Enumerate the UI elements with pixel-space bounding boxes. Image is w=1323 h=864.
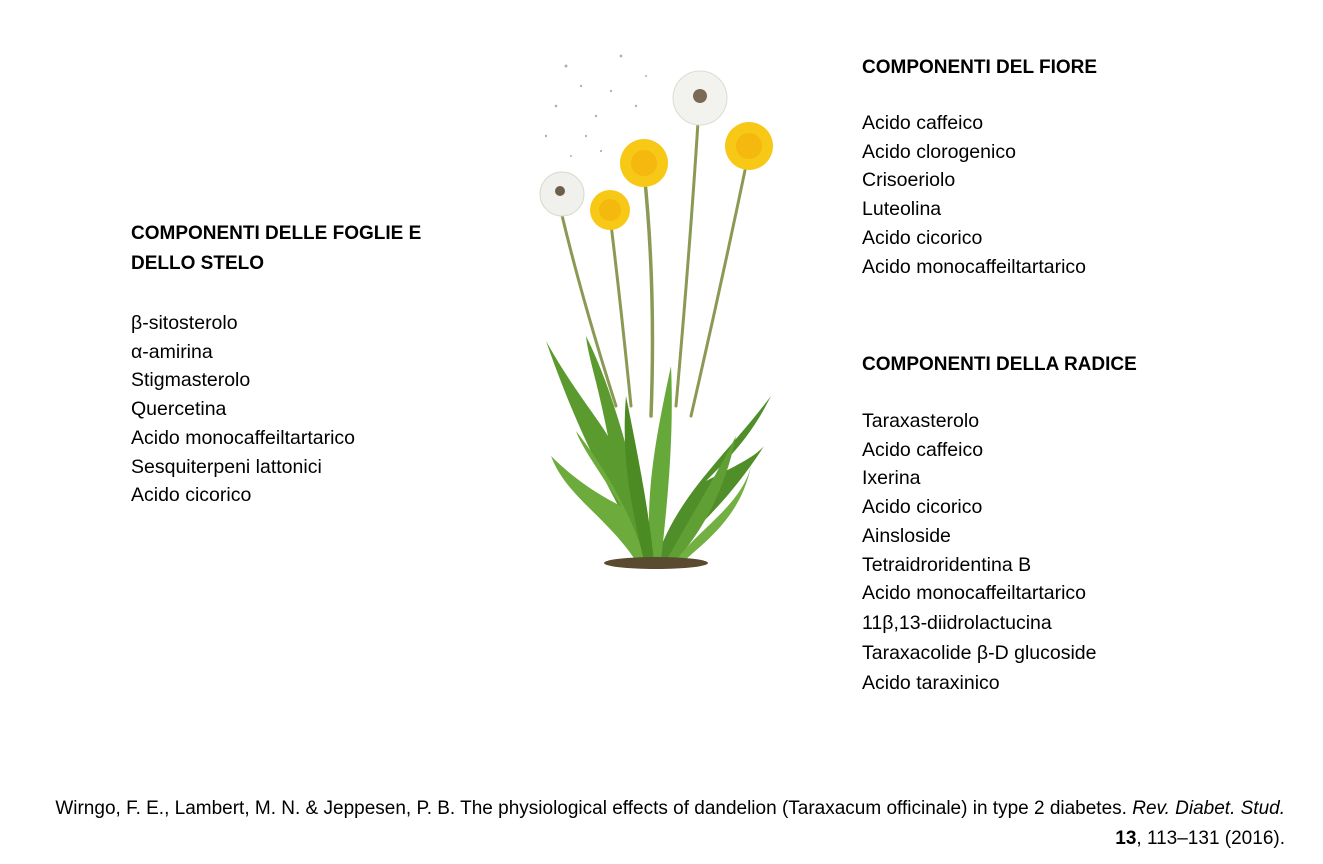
leaves-stem-section: [131, 219, 451, 510]
list-item: Taraxasterolo: [862, 410, 980, 432]
list-item: Acido caffeico: [862, 112, 984, 134]
citation-pages-year: , 113–131 (2016).: [1136, 828, 1285, 849]
list-item: Sesquiterpeni lattonici: [131, 455, 322, 478]
list-item: Tetraidroridentina B: [862, 553, 1032, 576]
list-item: Crisoeriolo: [862, 169, 956, 192]
flower-heading: COMPONENTI DEL FIORE: [862, 57, 1098, 78]
list-item: Quercetina: [131, 398, 227, 421]
citation: [25, 794, 1285, 854]
list-item: Stigmasterolo: [131, 369, 251, 392]
list-item: α-amirina: [131, 340, 213, 363]
flower-icon: [590, 122, 773, 230]
flower-section: [862, 53, 1097, 281]
list-item: Acido monocaffeiltartarico: [131, 426, 356, 449]
list-item: Acido monocaffeiltartarico: [862, 255, 1087, 278]
list-item: Acido caffeico: [862, 438, 984, 461]
list-item: Acido cicorico: [131, 484, 252, 507]
list-item: Acido monocaffeiltartarico: [862, 582, 1087, 605]
leaves-icon: [546, 336, 771, 561]
citation-volume: 13: [1115, 828, 1137, 849]
list-item: β-sitosterolo: [131, 312, 238, 334]
list-item: 11β,13-diidrolactucina: [862, 611, 1052, 634]
soil-icon: [604, 557, 708, 569]
list-item: Ixerina: [862, 467, 921, 490]
dandelion-plant-image: [526, 36, 786, 571]
list-item: Acido taraxinico: [862, 671, 1000, 694]
citation-authors-title: Wirngo, F. E., Lambert, M. N. & Jeppesen, P. B. The physiological effects of dandelion (Taraxacum officinale) in type 2 diabetes.: [55, 798, 1127, 819]
list-item: Luteolina: [862, 198, 942, 221]
list-item: Acido clorogenico: [862, 140, 1016, 163]
root-section: [862, 350, 1137, 698]
root-heading: COMPONENTI DELLA RADICE: [862, 354, 1137, 375]
citation-journal: Rev. Diabet. Stud.: [1132, 798, 1285, 819]
list-item: Acido cicorico: [862, 496, 983, 519]
list-item: Taraxacolide β-D glucoside: [862, 642, 1097, 665]
seeds-icon: [545, 55, 647, 157]
list-item: Ainsloside: [862, 524, 951, 547]
leaves-stem-heading: COMPONENTI DELLE FOGLIE E DELLO STELO: [131, 223, 422, 274]
list-item: Acido cicorico: [862, 226, 983, 249]
